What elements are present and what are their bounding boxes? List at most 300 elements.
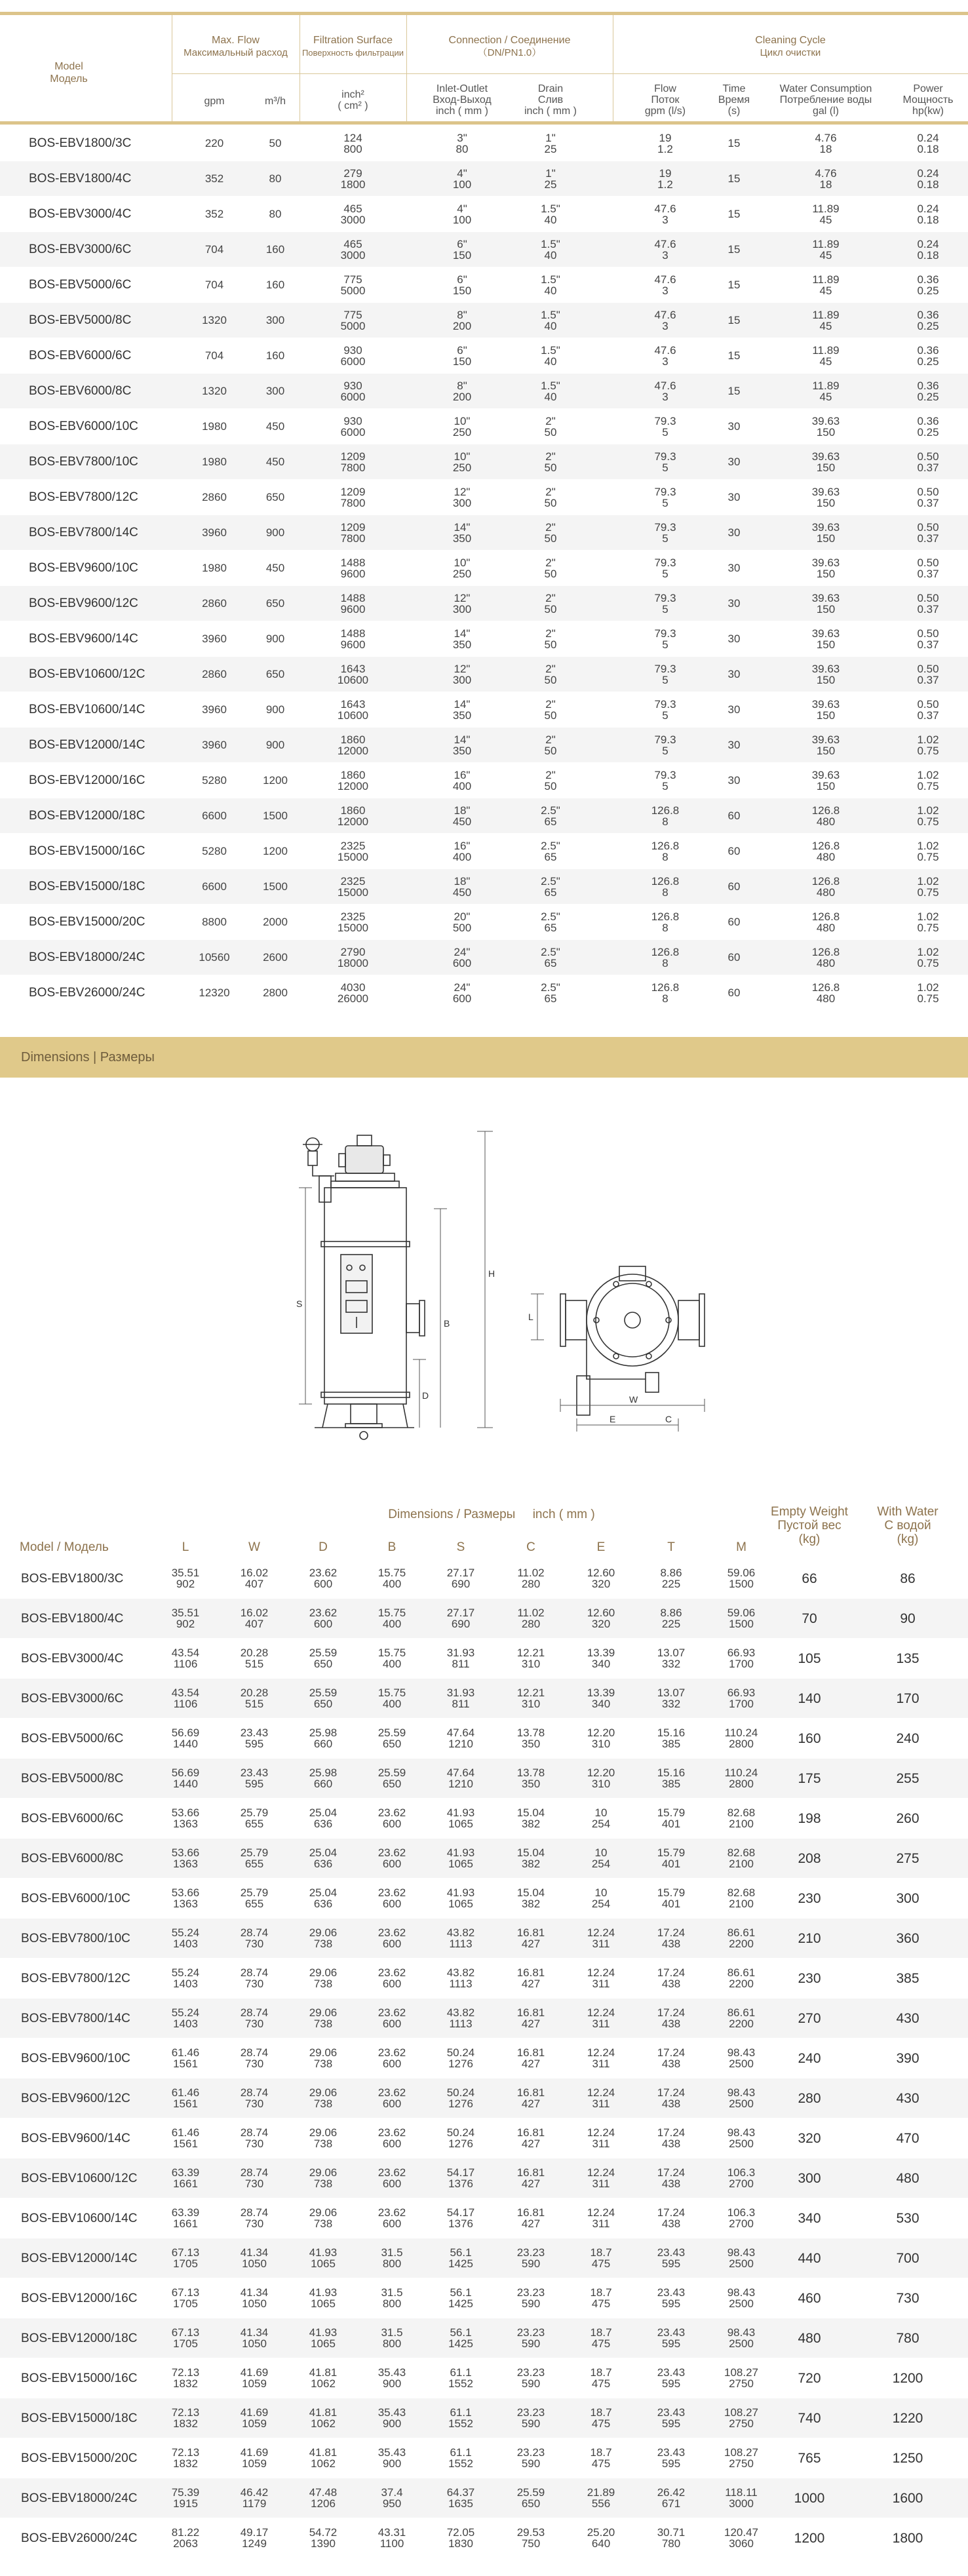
spec-drain-cell: [501, 303, 600, 338]
spec-surf-value: 6000: [340, 425, 366, 439]
dims-value: 2700: [729, 2217, 754, 2230]
spec-m3h-cell: 300: [265, 385, 285, 397]
empty-weight-header: [767, 1505, 852, 1546]
dims-b-cell: [362, 2438, 421, 2478]
with-water-cell: 780: [896, 2330, 920, 2346]
spec-flow-value: 79.3: [654, 697, 676, 711]
dims-value: 811: [452, 1658, 470, 1670]
dims-value: 475: [591, 2377, 611, 2390]
spec-drain-cell: [501, 480, 600, 515]
dims-value: 15.04: [516, 1806, 545, 1819]
dims-value: 25.04: [309, 1886, 338, 1899]
dims-row: [0, 2518, 968, 2558]
dims-value: 2100: [729, 1818, 754, 1830]
dims-s-cell: [431, 2039, 490, 2078]
spec-surf-value: 124: [343, 131, 362, 144]
dims-value: 1376: [448, 2217, 473, 2230]
dims-value: 3060: [729, 2537, 754, 2550]
spec-model-cell: BOS-EBV7800/14C: [29, 526, 138, 539]
dims-row: [0, 1919, 968, 1958]
dims-value: 56.1: [450, 2286, 472, 2299]
dims-value: 738: [313, 2018, 333, 2030]
spec-drain-value: 2": [545, 591, 556, 604]
label-w: W: [629, 1394, 638, 1405]
dims-b-cell: [362, 1639, 421, 1678]
time-en: Time: [722, 83, 746, 94]
spec-flow-value: 8: [662, 992, 668, 1005]
spec-flow-value: 5: [662, 532, 668, 545]
spec-model-cell: BOS-EBV10600/14C: [29, 703, 145, 716]
spec-inlet-value: 3": [457, 131, 467, 144]
spec-inlet-value: 250: [452, 461, 472, 474]
dims-w-cell: [225, 1559, 284, 1598]
dims-value: 41.34: [240, 2286, 269, 2299]
spec-surf-value: 1800: [340, 178, 366, 191]
dims-row: [0, 2358, 968, 2398]
dims-value: 55.24: [171, 2006, 200, 2019]
dims-m-cell: [712, 1999, 771, 2038]
spec-drain-value: 65: [544, 956, 557, 969]
dims-c-cell: [501, 1999, 560, 2038]
dims-s-cell: [431, 2318, 490, 2358]
dims-value: 1210: [448, 1778, 473, 1790]
dims-t-cell: [642, 2078, 701, 2118]
with-water-cell: 430: [896, 2090, 920, 2106]
spec-drain-cell: [501, 621, 600, 656]
dims-value: 636: [313, 1898, 333, 1910]
dims-value: 25.59: [378, 1766, 406, 1779]
dims-value: 61.1: [450, 2446, 472, 2459]
dims-value: 72.13: [171, 2406, 200, 2419]
dims-model-cell: BOS-EBV9600/12C: [21, 2091, 130, 2105]
dims-value: 310: [591, 1778, 611, 1790]
spec-flow-value: 5: [662, 673, 668, 686]
dims-m-cell: [712, 2438, 771, 2478]
dims-l-cell: [156, 1599, 215, 1638]
drain-en: Drain: [537, 83, 564, 94]
dims-value: 11.02: [517, 1567, 545, 1579]
dims-value: 1376: [448, 2177, 473, 2190]
spec-surf-value: 12000: [337, 779, 369, 792]
dims-value: 31.5: [381, 2326, 403, 2339]
spec-flow-value: 8: [662, 956, 668, 969]
dims-c-cell: [501, 2118, 560, 2158]
dims-value: 56.1: [450, 2326, 472, 2339]
spec-inlet-value: 12": [454, 662, 471, 675]
spec-inlet-value: 400: [452, 779, 472, 792]
dims-value: 16.81: [516, 2086, 545, 2099]
dims-row: [0, 2198, 968, 2238]
dims-m-cell: [712, 1919, 771, 1958]
spec-drain-value: 65: [544, 850, 557, 863]
dims-t-cell: [642, 1559, 701, 1598]
dims-value: 332: [661, 1698, 681, 1710]
spec-surf-value: 1488: [340, 556, 366, 569]
spec-surf-cell: [300, 197, 406, 231]
spec-flow-cell: [626, 126, 705, 161]
dims-value: 16.81: [516, 2126, 545, 2139]
dims-model-cell: BOS-EBV18000/24C: [21, 2491, 138, 2505]
dims-value: 595: [661, 2457, 681, 2470]
dims-c-cell: [501, 2398, 560, 2438]
spec-power-value: 0.50: [917, 556, 939, 569]
dims-value: 475: [591, 2457, 611, 2470]
spec-drain-value: 1.5": [541, 343, 560, 357]
dims-value: 590: [521, 2457, 541, 2470]
with-water-cell: 480: [896, 2170, 920, 2186]
spec-model-cell: BOS-EBV5000/6C: [29, 278, 132, 292]
dims-value: 28.74: [240, 2046, 269, 2059]
spec-power-cell: [888, 869, 968, 904]
time-ru: Время: [718, 94, 750, 106]
dims-value: 23.23: [516, 2446, 545, 2459]
spec-power-cell: [888, 197, 968, 231]
spec-water-cell: [760, 940, 891, 975]
spec-time-cell: 60: [727, 986, 741, 999]
spec-inlet-value: 14": [454, 733, 471, 746]
spec-surf-cell: [300, 374, 406, 408]
dims-value: 1276: [448, 2058, 473, 2070]
dims-value: 1059: [242, 2377, 267, 2390]
dims-value: 280: [521, 1578, 541, 1590]
spec-surf-value: 7800: [340, 496, 366, 509]
dims-value: 16.02: [240, 1607, 269, 1619]
dims-value: 2063: [173, 2537, 198, 2550]
dims-t-cell: [642, 1639, 701, 1678]
spec-water-value: 45: [819, 319, 832, 332]
dims-s-cell: [431, 2118, 490, 2158]
dims-t-cell: [642, 2039, 701, 2078]
dims-e-cell: [571, 2358, 630, 2398]
with-water-cell: 430: [896, 2010, 920, 2026]
dims-value: 108.27: [724, 2366, 758, 2379]
dims-value: 98.43: [727, 2246, 756, 2259]
dims-value: 1065: [448, 1818, 473, 1830]
dims-b-cell: [362, 2039, 421, 2078]
dims-row: [0, 1679, 968, 1718]
with-water-header: [865, 1505, 950, 1546]
dims-value: 407: [244, 1578, 264, 1590]
dims-m-cell: [712, 2158, 771, 2198]
spec-drain-value: 50: [544, 744, 557, 757]
dims-col-header-t: T: [667, 1540, 675, 1554]
spec-power-value: 0.50: [917, 591, 939, 604]
dims-value: 41.69: [240, 2366, 269, 2379]
empty-weight-cell: 70: [802, 1610, 817, 1626]
empty-weight-unit: (kg): [798, 1532, 821, 1546]
dims-value: 61.46: [171, 2046, 200, 2059]
dims-value: 41.93: [309, 2286, 338, 2299]
spec-water-value: 150: [816, 461, 836, 474]
spec-inlet-value: 300: [452, 602, 472, 615]
spec-inlet-value: 350: [452, 532, 472, 545]
spec-surf-value: 4030: [340, 981, 366, 994]
water-consumption-ru: Потребление воды: [779, 94, 872, 106]
dims-value: 400: [382, 1658, 402, 1670]
dims-value: 1065: [448, 1898, 473, 1910]
spec-drain-cell: [501, 267, 600, 302]
dims-value: 640: [591, 2537, 611, 2550]
spec-water-value: 150: [816, 567, 836, 580]
spec-surf-value: 1209: [340, 485, 366, 498]
empty-weight-cell: 105: [798, 1650, 821, 1666]
dims-value: 590: [521, 2377, 541, 2390]
dims-m-cell: [712, 1839, 771, 1878]
spec-inlet-value: 350: [452, 638, 472, 651]
dims-value: 61.46: [171, 2126, 200, 2139]
dims-value: 2800: [729, 1738, 754, 1750]
spec-water-cell: [760, 692, 891, 727]
spec-surf-value: 18000: [337, 956, 369, 969]
dims-model-cell: BOS-EBV10600/12C: [21, 2171, 138, 2185]
dims-value: 43.82: [446, 2006, 475, 2019]
empty-weight-cell: 320: [798, 2130, 821, 2146]
dims-value: 28.74: [240, 2086, 269, 2099]
dims-value: 1113: [449, 2018, 473, 2030]
dims-b-cell: [362, 2118, 421, 2158]
spec-drain-value: 2": [545, 414, 556, 427]
dims-s-cell: [431, 1839, 490, 1878]
spec-power-cell: [888, 940, 968, 975]
spec-water-value: 150: [816, 673, 836, 686]
spec-m3h-cell: 900: [265, 739, 285, 751]
dims-e-cell: [571, 1919, 630, 1958]
spec-m3h-cell: 80: [269, 208, 282, 220]
spec-power-value: 0.75: [917, 779, 939, 792]
spec-surf-cell: [300, 940, 406, 975]
dims-value: 1100: [379, 2537, 404, 2550]
spec-flow-value: 79.3: [654, 556, 676, 569]
spec-power-cell: [888, 374, 968, 408]
dims-value: 1561: [173, 2098, 198, 2110]
spec-flow-value: 3: [662, 248, 668, 262]
spec-row: [0, 657, 968, 692]
dims-b-cell: [362, 1839, 421, 1878]
dims-value: 900: [382, 2377, 402, 2390]
spec-drain-cell: [501, 728, 600, 762]
dims-value: 650: [382, 1738, 402, 1750]
dims-e-cell: [571, 2238, 630, 2278]
spec-drain-value: 25: [544, 142, 557, 155]
dims-t-cell: [642, 2438, 701, 2478]
dims-m-cell: [712, 2238, 771, 2278]
dims-m-cell: [712, 2078, 771, 2118]
dims-s-cell: [431, 1599, 490, 1638]
spec-surf-value: 930: [343, 379, 362, 392]
dims-value: 400: [382, 1698, 402, 1710]
dims-d-cell: [294, 2478, 353, 2518]
spec-power-value: 0.25: [917, 425, 939, 439]
spec-surf-value: 465: [343, 202, 362, 215]
dims-value: 15.79: [657, 1806, 686, 1819]
spec-surf-cell: [300, 303, 406, 338]
spec-time-cell: 30: [727, 456, 741, 468]
spec-inlet-value: 100: [452, 178, 472, 191]
spec-gpm-cell: 8800: [202, 916, 227, 928]
dims-value: 66.93: [727, 1647, 756, 1659]
dims-value: 730: [244, 2137, 264, 2150]
spec-drain-value: 2": [545, 662, 556, 675]
dims-value: 56.69: [171, 1727, 200, 1739]
spec-m3h-cell: 1200: [263, 845, 288, 857]
dims-value: 438: [661, 2217, 681, 2230]
dims-value: 1276: [448, 2098, 473, 2110]
spec-drain-value: 50: [544, 602, 557, 615]
spec-power-value: 0.75: [917, 850, 939, 863]
dims-col-header-w: W: [248, 1540, 260, 1554]
dims-m-cell: [712, 2039, 771, 2078]
spec-model-cell: BOS-EBV15000/18C: [29, 880, 145, 893]
spec-power-cell: [888, 728, 968, 762]
dims-model-cell: BOS-EBV9600/10C: [21, 2051, 130, 2065]
spec-drain-value: 40: [544, 319, 557, 332]
dims-l-cell: [156, 1999, 215, 2038]
with-water-cell: 1200: [892, 2370, 923, 2386]
dims-value: 350: [521, 1778, 541, 1790]
spec-water-value: 11.89: [812, 273, 840, 286]
spec-power-cell: [888, 834, 968, 868]
dims-value: 16.81: [516, 2206, 545, 2219]
spec-gpm-cell: 6600: [202, 810, 227, 822]
spec-power-cell: [888, 975, 968, 1010]
spec-time-cell: 15: [727, 172, 741, 185]
dims-value: 1561: [173, 2058, 198, 2070]
dims-value: 636: [313, 1818, 333, 1830]
dims-value: 310: [521, 1698, 541, 1710]
spec-row: [0, 869, 968, 904]
dims-value: 1440: [173, 1778, 198, 1790]
spec-row: [0, 621, 968, 656]
dims-value: 438: [661, 2058, 681, 2070]
spec-gpm-cell: 12320: [199, 986, 230, 999]
empty-weight-cell: 230: [798, 1970, 821, 1986]
dims-value: 16.81: [516, 1926, 545, 1939]
dims-value: 23.43: [657, 2446, 686, 2459]
with-water-unit: (kg): [897, 1532, 919, 1546]
spec-power-value: 1.02: [917, 804, 939, 817]
spec-model-cell: BOS-EBV15000/20C: [29, 915, 145, 929]
spec-model-cell: BOS-EBV12000/18C: [29, 809, 145, 823]
dims-value: 738: [313, 2098, 333, 2110]
dims-w-cell: [225, 2518, 284, 2558]
dims-value: 690: [451, 1618, 471, 1630]
spec-flow-value: 79.3: [654, 520, 676, 534]
water-consumption-header: [760, 83, 891, 117]
dims-m-cell: [712, 1959, 771, 1998]
label-height: H: [488, 1268, 495, 1279]
dims-value: 120.47: [724, 2526, 758, 2539]
dims-w-cell: [225, 2118, 284, 2158]
spec-surf-value: 1643: [340, 697, 366, 711]
dims-e-cell: [571, 1679, 630, 1718]
dims-value: 650: [521, 2497, 541, 2510]
spec-surf-cell: [300, 126, 406, 161]
spec-water-value: 150: [816, 496, 836, 509]
dims-e-cell: [571, 1799, 630, 1838]
spec-surf-value: 279: [343, 166, 362, 180]
with-water-cell: 530: [896, 2210, 920, 2226]
dims-value: 650: [313, 1658, 333, 1670]
spec-drain-value: 50: [544, 709, 557, 722]
spec-table: [0, 0, 968, 1023]
dims-value: 86.61: [727, 1966, 756, 1979]
dims-w-cell: [225, 1879, 284, 1918]
spec-model-cell: BOS-EBV15000/16C: [29, 844, 145, 858]
dims-value: 311: [592, 2137, 610, 2150]
spec-gpm-cell: 5280: [202, 774, 227, 787]
spec-power-value: 0.24: [917, 202, 939, 215]
dims-value: 15.75: [378, 1647, 406, 1659]
dims-value: 382: [521, 1898, 541, 1910]
spec-m3h-cell: 2000: [263, 916, 288, 928]
spec-time-cell: 15: [727, 314, 741, 326]
spec-drain-value: 50: [544, 779, 557, 792]
dims-value: 56.1: [450, 2246, 472, 2259]
inlet-outlet-unit: inch ( mm ): [436, 106, 488, 117]
spec-power-cell: [888, 303, 968, 338]
spec-power-value: 1.02: [917, 839, 939, 852]
spec-surf-value: 10600: [337, 709, 369, 722]
spec-m3h-cell: 50: [269, 137, 282, 149]
spec-water-value: 126.8: [811, 981, 840, 994]
spec-surf-cell: [300, 975, 406, 1010]
dims-l-cell: [156, 2198, 215, 2238]
dims-value: 25.59: [309, 1687, 338, 1699]
spec-model-cell: BOS-EBV18000/24C: [29, 950, 145, 964]
dims-model-cell: BOS-EBV15000/20C: [21, 2451, 138, 2465]
spec-drain-value: 25: [544, 178, 557, 191]
dims-value: 600: [382, 2018, 402, 2030]
spec-gpm-cell: 3960: [202, 703, 227, 716]
dims-value: 23.43: [240, 1727, 269, 1739]
spec-water-value: 39.63: [811, 627, 840, 640]
dims-value: 12.24: [587, 2166, 615, 2179]
spec-time-cell: 60: [727, 845, 741, 857]
label-b: B: [444, 1318, 450, 1329]
spec-flow-cell: [626, 551, 705, 585]
dims-t-cell: [642, 2318, 701, 2358]
dims-c-cell: [501, 1559, 560, 1598]
dims-value: 438: [661, 2177, 681, 2190]
spec-power-cell: [888, 444, 968, 479]
dims-c-cell: [501, 1639, 560, 1678]
dims-c-cell: [501, 1599, 560, 1638]
dims-w-cell: [225, 1839, 284, 1878]
spec-drain-value: 40: [544, 390, 557, 403]
dims-c-cell: [501, 2438, 560, 2478]
dims-value: 41.93: [446, 1806, 475, 1819]
spec-water-value: 39.63: [811, 697, 840, 711]
dims-value: 35.51: [171, 1567, 200, 1579]
dims-value: 20.28: [240, 1647, 269, 1659]
dims-model-cell: BOS-EBV26000/24C: [21, 2531, 138, 2545]
spec-drain-value: 2.5": [541, 981, 560, 994]
spec-flow-value: 1.2: [657, 178, 673, 191]
empty-weight-cell: 765: [798, 2450, 821, 2466]
dims-value: 350: [521, 1738, 541, 1750]
dims-value: 515: [244, 1658, 264, 1670]
spec-flow-value: 5: [662, 744, 668, 757]
spec-flow-value: 47.6: [654, 202, 676, 215]
water-consumption-unit: gal (l): [812, 106, 839, 117]
spec-water-value: 4.76: [815, 131, 837, 144]
dims-value: 29.06: [309, 2166, 338, 2179]
spec-water-cell: [760, 551, 891, 585]
dims-value: 25.04: [309, 1846, 338, 1859]
with-water-cell: 470: [896, 2130, 920, 2146]
dims-value: 30.71: [657, 2526, 686, 2539]
dims-value: 730: [244, 1978, 264, 1990]
